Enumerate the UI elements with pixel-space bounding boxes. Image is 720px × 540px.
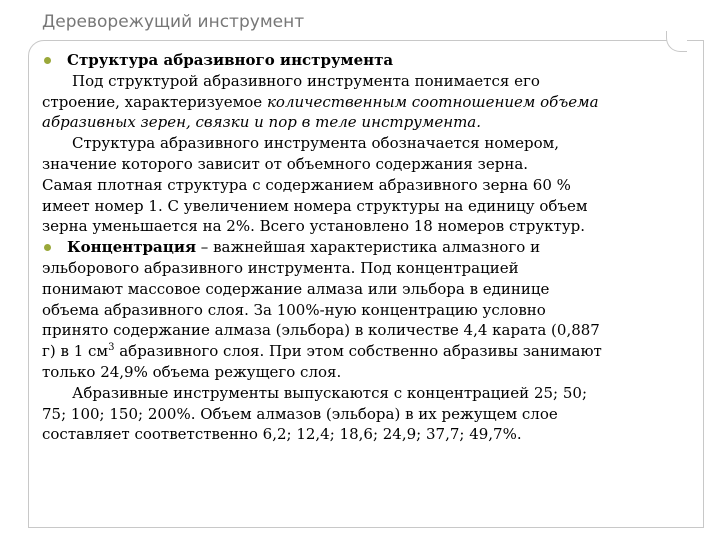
text-line: значение которого зависит от объемного содержания зерна.	[42, 154, 529, 173]
text-span: г) в 1 см	[42, 342, 109, 361]
text-line: эльборового абразивного инструмента. Под концентрацией	[42, 258, 519, 277]
text-line: Самая плотная структура с содержанием абразивного зерна 60 %	[42, 175, 571, 194]
heading-text: Структура абразивного инструмента	[67, 51, 394, 69]
text-span: строение, характеризуемое	[42, 92, 267, 111]
text-line: Абразивные инструменты выпускаются с концентрацией 25; 50;	[72, 383, 587, 402]
text-line: понимают массовое содержание алмаза или эльбора в единице	[42, 279, 550, 298]
text-line: принято содержание алмаза (эльбора) в количестве 4,4 карата (0,887	[42, 321, 600, 340]
text-line: Структура абразивного инструмента обозначается номером,	[72, 134, 560, 153]
text-line: Под структурой абразивного инструмента понимается его	[72, 71, 540, 90]
text-line: абразивных зерен, связки и пор в теле инструмента.	[42, 113, 482, 132]
bullet-dot-icon	[44, 57, 51, 64]
text-line	[42, 92, 682, 113]
slide-title: Дереворежущий инструмент	[42, 12, 305, 32]
text-span: – важнейшая характеристика алмазного и	[196, 238, 541, 257]
text-line: составляет соответственно 6,2; 12,4; 18,6; 24,9; 37,7; 49,7%.	[42, 425, 522, 444]
text-line: 75; 100; 150; 200%. Объем алмазов (эльбора) в их режущем слое	[42, 404, 558, 423]
italic-span: количественным соотношением объема	[266, 92, 599, 111]
text-line: только 24,9% объема режущего слоя.	[42, 362, 342, 381]
text-line: объема абразивного слоя. За 100%-ную концентрацию условно	[42, 300, 546, 319]
text-line: зерна уменьшается на 2%. Всего установлено 18 номеров структур.	[42, 217, 586, 236]
text-line: имеет номер 1. С увеличением номера структуры на единицу объем	[42, 196, 588, 215]
section-concentration-heading	[42, 237, 682, 258]
bullet-dot-icon	[44, 244, 51, 251]
text-line	[42, 341, 682, 362]
superscript: 3	[108, 342, 115, 354]
section-structure-heading	[42, 50, 682, 71]
slide-body	[42, 50, 682, 445]
heading-text: Концентрация	[67, 238, 197, 257]
text-span: абразивного слоя. При этом собственно абразивы занимают	[114, 342, 602, 361]
